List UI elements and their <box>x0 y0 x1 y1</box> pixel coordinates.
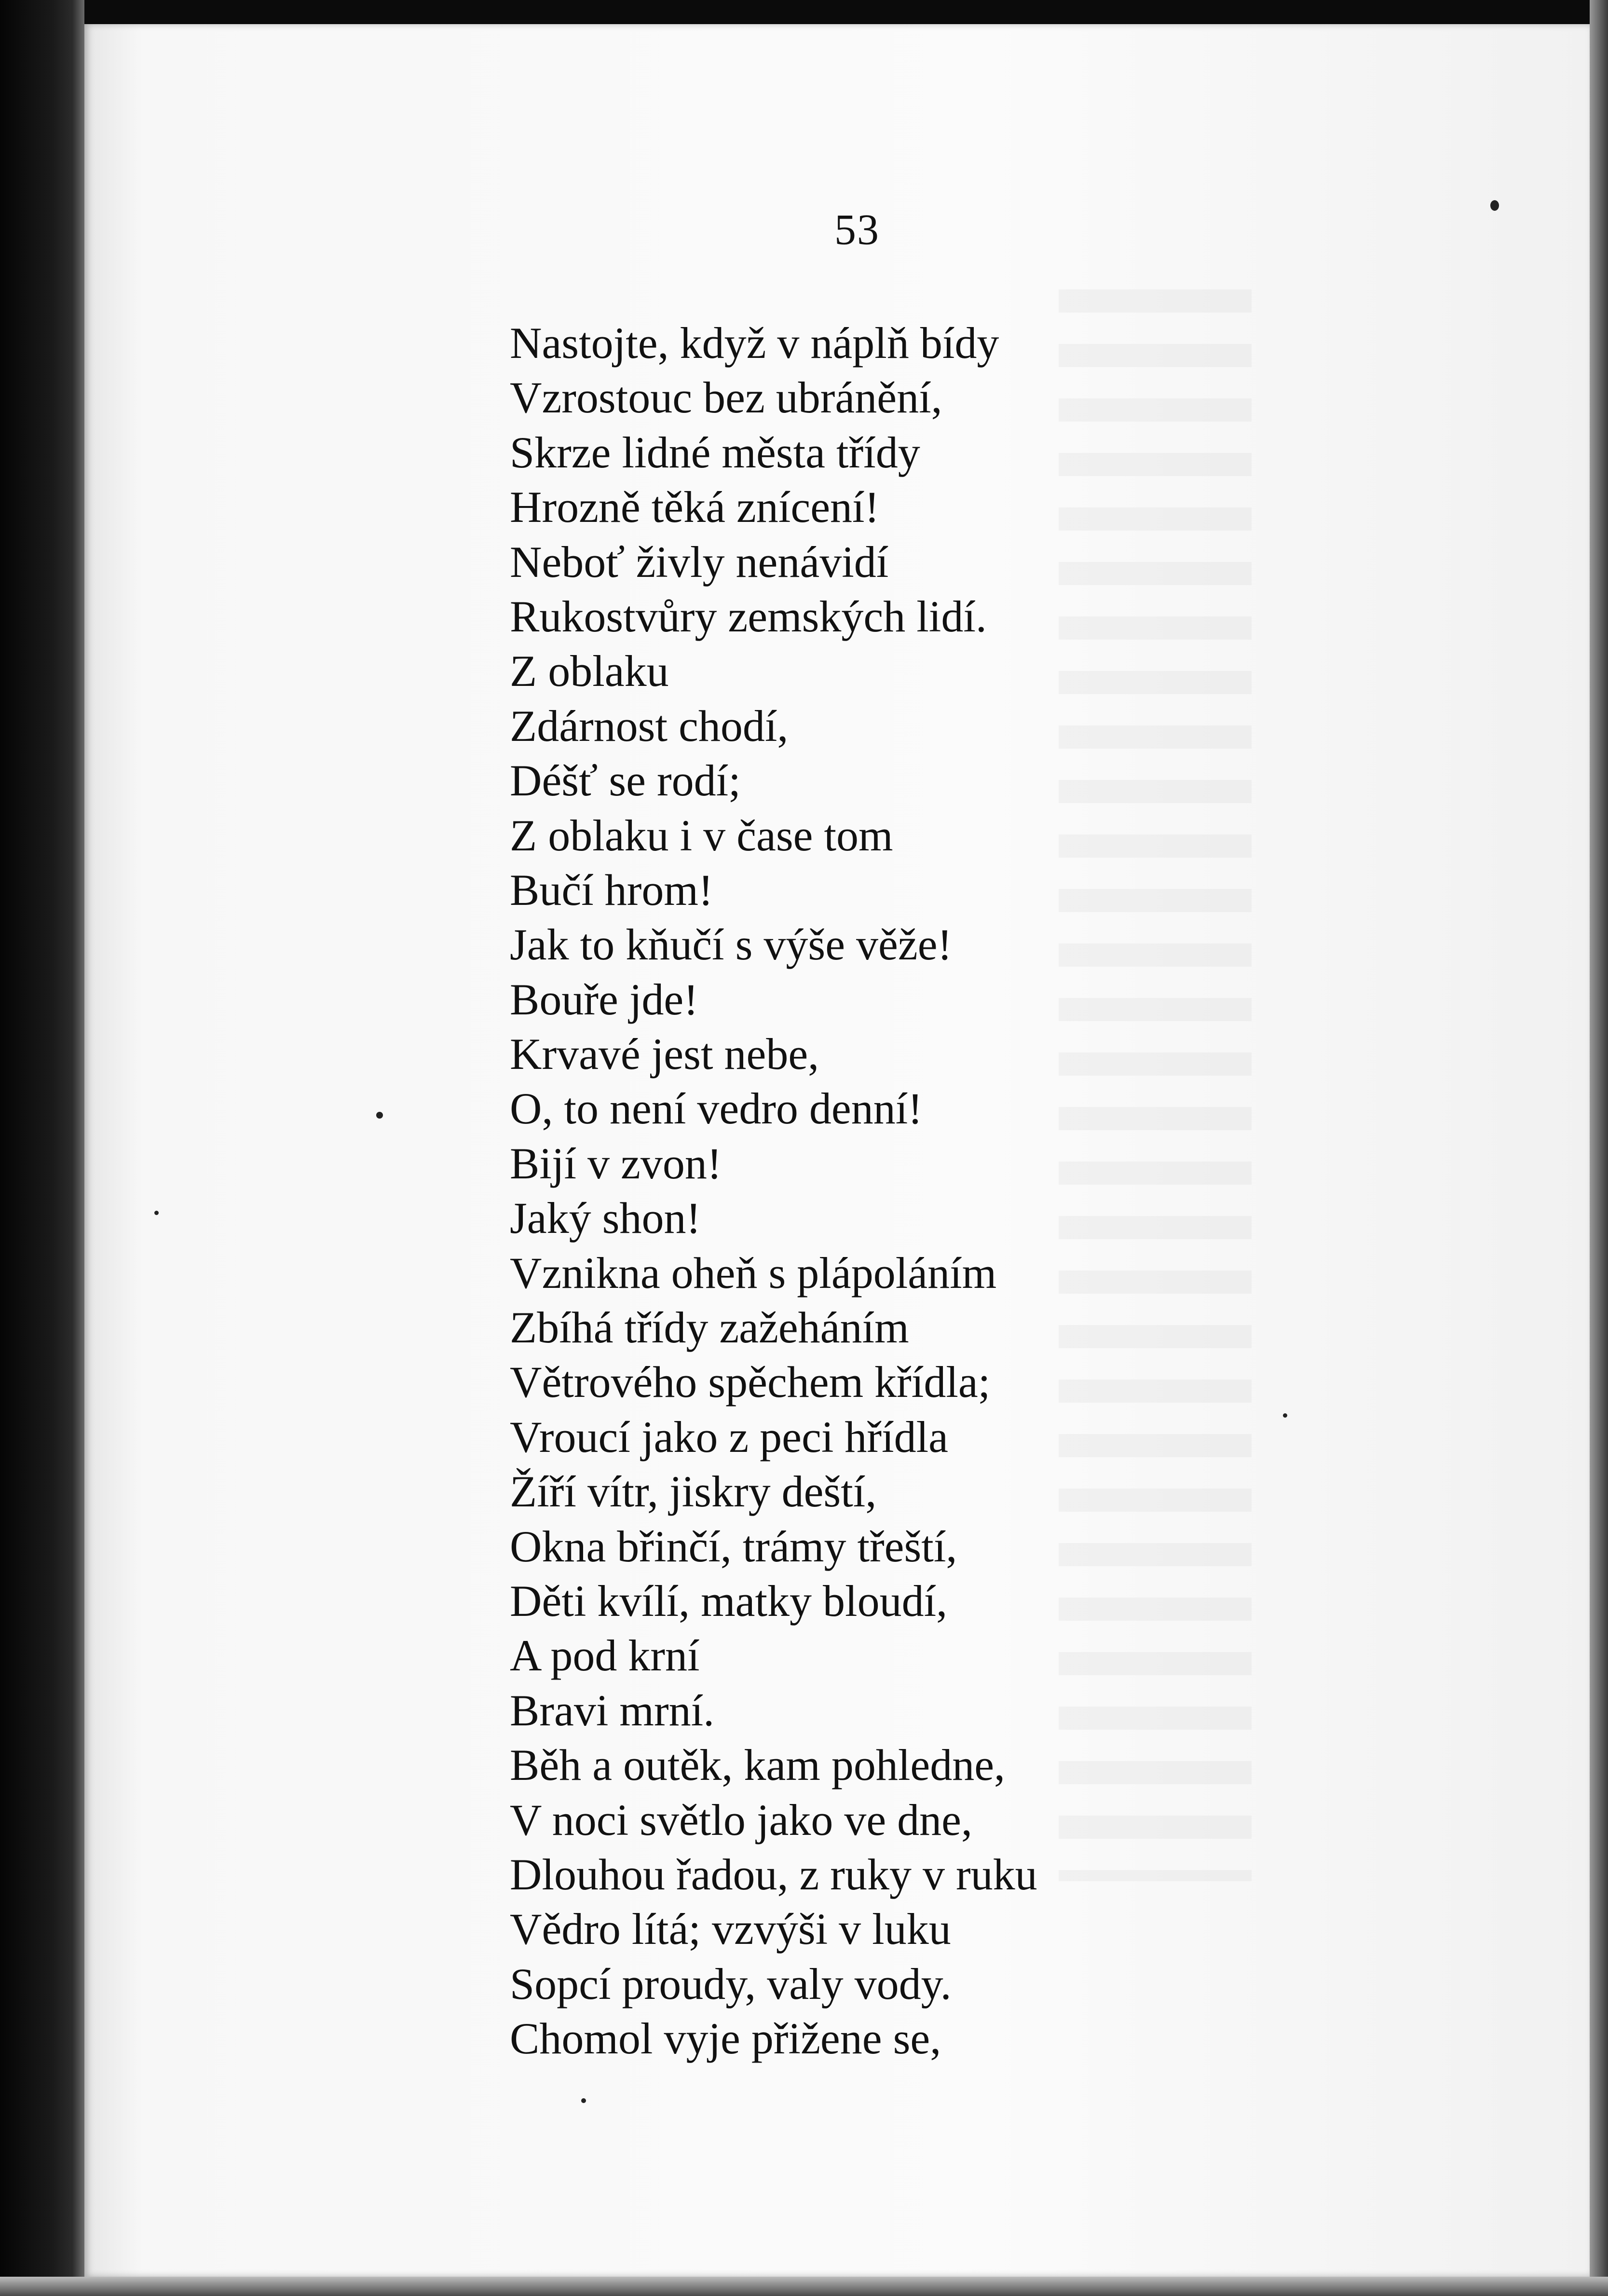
poem-line: A pod krní <box>510 1631 700 1681</box>
poem-line: Zdárnost chodí, <box>510 701 789 751</box>
poem-line: Jaký shon! <box>510 1193 701 1243</box>
ink-speck <box>1490 200 1499 211</box>
book-page <box>84 24 1590 2277</box>
poem-line: Skrze lidné města třídy <box>510 427 920 477</box>
poem-line: Větrového spěchem křídla; <box>510 1357 991 1407</box>
poem-line: Vroucí jako z peci hřídla <box>510 1412 948 1462</box>
poem-line: Bravi mrní. <box>510 1685 715 1735</box>
ink-speck <box>154 1211 159 1215</box>
poem-line: Chomol vyje přižene se, <box>510 2014 941 2064</box>
ink-speck <box>376 1112 383 1119</box>
poem-line: Žíří vítr, jiskry deští, <box>510 1467 877 1517</box>
poem-line: Běh a outěk, kam pohledne, <box>510 1740 1006 1790</box>
ink-speck <box>581 2098 586 2103</box>
bleed-through-text <box>1059 289 1252 1881</box>
poem-line: Bučí hrom! <box>510 865 713 915</box>
poem-line: Okna břinčí, trámy třeští, <box>510 1521 957 1571</box>
scan-bottom-border <box>0 2277 1608 2296</box>
poem-line: Dlouhou řadou, z ruky v ruku <box>510 1849 1037 1899</box>
poem-line: Sopcí proudy, valy vody. <box>510 1959 952 2009</box>
poem-line: Hrozně těká znícení! <box>510 482 880 532</box>
poem-line: O, to není vedro denní! <box>510 1084 923 1134</box>
poem-line: Vědro lítá; vzvýši v luku <box>510 1904 951 1954</box>
poem-line: Bijí v zvon! <box>510 1138 722 1188</box>
book-spine-shadow <box>0 0 84 2296</box>
poem-line: Děti kvílí, matky bloudí, <box>510 1576 948 1626</box>
scan-right-border <box>1590 0 1608 2296</box>
ink-speck <box>1283 1413 1287 1418</box>
page-number: 53 <box>834 206 880 254</box>
poem-line: Vzrostouc bez ubránění, <box>510 373 942 423</box>
poem-line: Zbíhá třídy zažeháním <box>510 1303 909 1353</box>
poem-line: Déšť se rodí; <box>510 756 741 806</box>
poem-line: V noci světlo jako ve dne, <box>510 1795 972 1845</box>
poem-line: Jak to kňučí s výše věže! <box>510 920 953 970</box>
poem-line: Krvavé jest nebe, <box>510 1029 819 1079</box>
poem-line: Z oblaku <box>510 646 669 696</box>
poem-line: Neboť živly nenávidí <box>510 537 889 587</box>
poem-line: Bouře jde! <box>510 974 698 1024</box>
poem-text <box>510 316 1037 2066</box>
poem-line: Nastojte, když v náplň bídy <box>510 318 999 368</box>
poem-line: Vznikna oheň s plápoláním <box>510 1248 997 1298</box>
poem-line: Z oblaku i v čase tom <box>510 810 893 860</box>
poem-line: Rukostvůry zemských lidí. <box>510 591 987 641</box>
